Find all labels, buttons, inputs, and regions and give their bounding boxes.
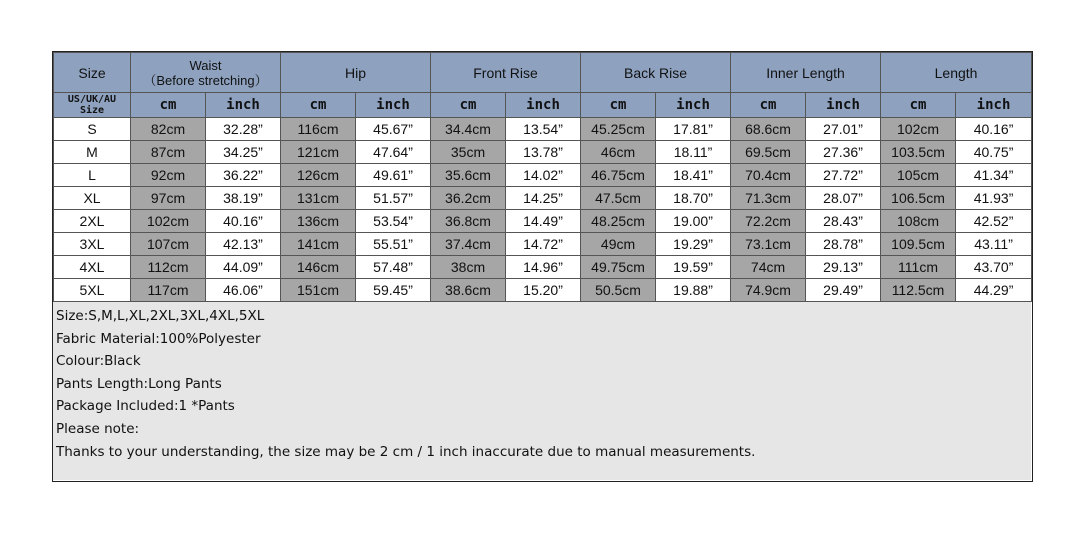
table-row [54, 141, 1032, 164]
cm-cell: 46cm [581, 141, 656, 164]
cm-cell: 45.25cm [581, 118, 656, 141]
inch-cell: 17.81” [656, 118, 731, 141]
cm-cell: 38cm [431, 256, 506, 279]
cm-cell: 151cm [281, 279, 356, 302]
size-cell: 4XL [54, 256, 131, 279]
inch-cell: 19.88” [656, 279, 731, 302]
inch-cell: 14.96” [506, 256, 581, 279]
cm-cell: 49.75cm [581, 256, 656, 279]
cm-cell: 141cm [281, 233, 356, 256]
cm-cell: 49cm [581, 233, 656, 256]
cm-cell: 92cm [131, 164, 206, 187]
size-header: Size [54, 53, 131, 93]
inch-cell: 14.02” [506, 164, 581, 187]
inch-cell: 28.43” [806, 210, 881, 233]
size-rows [54, 118, 1032, 302]
cm-cell: 87cm [131, 141, 206, 164]
table-row [54, 118, 1032, 141]
back-rise-header: Back Rise [581, 53, 731, 93]
unit-cm: cm [131, 93, 206, 118]
cm-cell: 136cm [281, 210, 356, 233]
size-cell: S [54, 118, 131, 141]
size-cell: L [54, 164, 131, 187]
inch-cell: 40.75” [956, 141, 1032, 164]
cm-cell: 73.1cm [731, 233, 806, 256]
cm-cell: 97cm [131, 187, 206, 210]
inch-cell: 44.29” [956, 279, 1032, 302]
unit-cm: cm [431, 93, 506, 118]
unit-cm: cm [731, 93, 806, 118]
size-table [53, 52, 1032, 302]
inch-cell: 28.07” [806, 187, 881, 210]
table-row [54, 210, 1032, 233]
size-chart [52, 51, 1033, 482]
cm-cell: 74cm [731, 256, 806, 279]
cm-cell: 103.5cm [881, 141, 956, 164]
size-cell: 3XL [54, 233, 131, 256]
inch-cell: 19.59” [656, 256, 731, 279]
inch-cell: 44.09” [206, 256, 281, 279]
product-notes [53, 301, 1031, 480]
cm-cell: 102cm [131, 210, 206, 233]
inch-cell: 18.11” [656, 141, 731, 164]
cm-cell: 37.4cm [431, 233, 506, 256]
waist-header [131, 53, 281, 93]
cm-cell: 36.2cm [431, 187, 506, 210]
cm-cell: 71.3cm [731, 187, 806, 210]
note-line: Size:S,M,L,XL,2XL,3XL,4XL,5XL [56, 308, 265, 324]
table-row [54, 164, 1032, 187]
cm-cell: 72.2cm [731, 210, 806, 233]
note-line: Thanks to your understanding, the size may be 2 cm / 1 inch inaccurate due to manual measurements. [56, 443, 756, 460]
cm-cell: 109.5cm [881, 233, 956, 256]
inch-cell: 49.61” [356, 164, 431, 187]
cm-cell: 46.75cm [581, 164, 656, 187]
inch-cell: 34.25” [206, 141, 281, 164]
size-cell: 5XL [54, 279, 131, 302]
inch-cell: 29.49” [806, 279, 881, 302]
inch-cell: 27.72” [806, 164, 881, 187]
hip-header: Hip [281, 53, 431, 93]
unit-row [54, 93, 1032, 118]
cm-cell: 38.6cm [431, 279, 506, 302]
inch-cell: 13.78” [506, 141, 581, 164]
inch-cell: 19.29” [656, 233, 731, 256]
header-row [54, 53, 1032, 93]
cm-cell: 116cm [281, 118, 356, 141]
inch-cell: 40.16” [206, 210, 281, 233]
inch-cell: 28.78” [806, 233, 881, 256]
inch-cell: 41.34” [956, 164, 1032, 187]
cm-cell: 108cm [881, 210, 956, 233]
front-rise-header: Front Rise [431, 53, 581, 93]
inch-cell: 46.06” [206, 279, 281, 302]
size-cell: XL [54, 187, 131, 210]
cm-cell: 50.5cm [581, 279, 656, 302]
inner-length-header: Inner Length [731, 53, 881, 93]
unit-cm: cm [881, 93, 956, 118]
table-row [54, 256, 1032, 279]
cm-cell: 107cm [131, 233, 206, 256]
note-line: Package Included:1 *Pants [56, 398, 235, 415]
inch-cell: 43.11” [956, 233, 1032, 256]
unit-inch: inch [206, 93, 281, 118]
inch-cell: 41.93” [956, 187, 1032, 210]
inch-cell: 14.72” [506, 233, 581, 256]
cm-cell: 121cm [281, 141, 356, 164]
unit-cm: cm [281, 93, 356, 118]
unit-inch: inch [656, 93, 731, 118]
cm-cell: 68.6cm [731, 118, 806, 141]
cm-cell: 102cm [881, 118, 956, 141]
inch-cell: 38.19” [206, 187, 281, 210]
cm-cell: 74.9cm [731, 279, 806, 302]
size-system-label: US/UK/AU Size [54, 93, 131, 118]
unit-inch: inch [506, 93, 581, 118]
cm-cell: 112.5cm [881, 279, 956, 302]
note-line: Please note: [56, 420, 140, 437]
unit-inch: inch [356, 93, 431, 118]
cm-cell: 146cm [281, 256, 356, 279]
cm-cell: 35cm [431, 141, 506, 164]
inch-cell: 29.13” [806, 256, 881, 279]
inch-cell: 19.00” [656, 210, 731, 233]
cm-cell: 82cm [131, 118, 206, 141]
cm-cell: 112cm [131, 256, 206, 279]
inch-cell: 42.52” [956, 210, 1032, 233]
note-line: Fabric Material:100%Polyester [56, 330, 261, 347]
length-header: Length [881, 53, 1032, 93]
inch-cell: 40.16” [956, 118, 1032, 141]
inch-cell: 18.70” [656, 187, 731, 210]
inch-cell: 57.48” [356, 256, 431, 279]
table-row [54, 233, 1032, 256]
unit-inch: inch [806, 93, 881, 118]
table-row [54, 187, 1032, 210]
note-line: Colour:Black [56, 353, 141, 370]
cm-cell: 117cm [131, 279, 206, 302]
cm-cell: 126cm [281, 164, 356, 187]
inch-cell: 27.36” [806, 141, 881, 164]
size-cell: 2XL [54, 210, 131, 233]
waist-subtitle: （Before stretching） [143, 72, 268, 88]
cm-cell: 106.5cm [881, 187, 956, 210]
size-cell: M [54, 141, 131, 164]
cm-cell: 69.5cm [731, 141, 806, 164]
inch-cell: 47.64” [356, 141, 431, 164]
inch-cell: 14.25” [506, 187, 581, 210]
inch-cell: 15.20” [506, 279, 581, 302]
inch-cell: 53.54” [356, 210, 431, 233]
cm-cell: 70.4cm [731, 164, 806, 187]
inch-cell: 13.54” [506, 118, 581, 141]
cm-cell: 47.5cm [581, 187, 656, 210]
cm-cell: 34.4cm [431, 118, 506, 141]
inch-cell: 43.70” [956, 256, 1032, 279]
inch-cell: 36.22” [206, 164, 281, 187]
cm-cell: 105cm [881, 164, 956, 187]
inch-cell: 32.28” [206, 118, 281, 141]
note-line: Pants Length:Long Pants [56, 375, 222, 392]
inch-cell: 18.41” [656, 164, 731, 187]
cm-cell: 48.25cm [581, 210, 656, 233]
inch-cell: 45.67” [356, 118, 431, 141]
waist-title: Waist [189, 57, 222, 73]
inch-cell: 14.49” [506, 210, 581, 233]
inch-cell: 27.01” [806, 118, 881, 141]
cm-cell: 35.6cm [431, 164, 506, 187]
inch-cell: 51.57” [356, 187, 431, 210]
inch-cell: 55.51” [356, 233, 431, 256]
unit-inch: inch [956, 93, 1032, 118]
cm-cell: 111cm [881, 256, 956, 279]
cm-cell: 36.8cm [431, 210, 506, 233]
inch-cell: 42.13” [206, 233, 281, 256]
cm-cell: 131cm [281, 187, 356, 210]
inch-cell: 59.45” [356, 279, 431, 302]
unit-cm: cm [581, 93, 656, 118]
table-row [54, 279, 1032, 302]
